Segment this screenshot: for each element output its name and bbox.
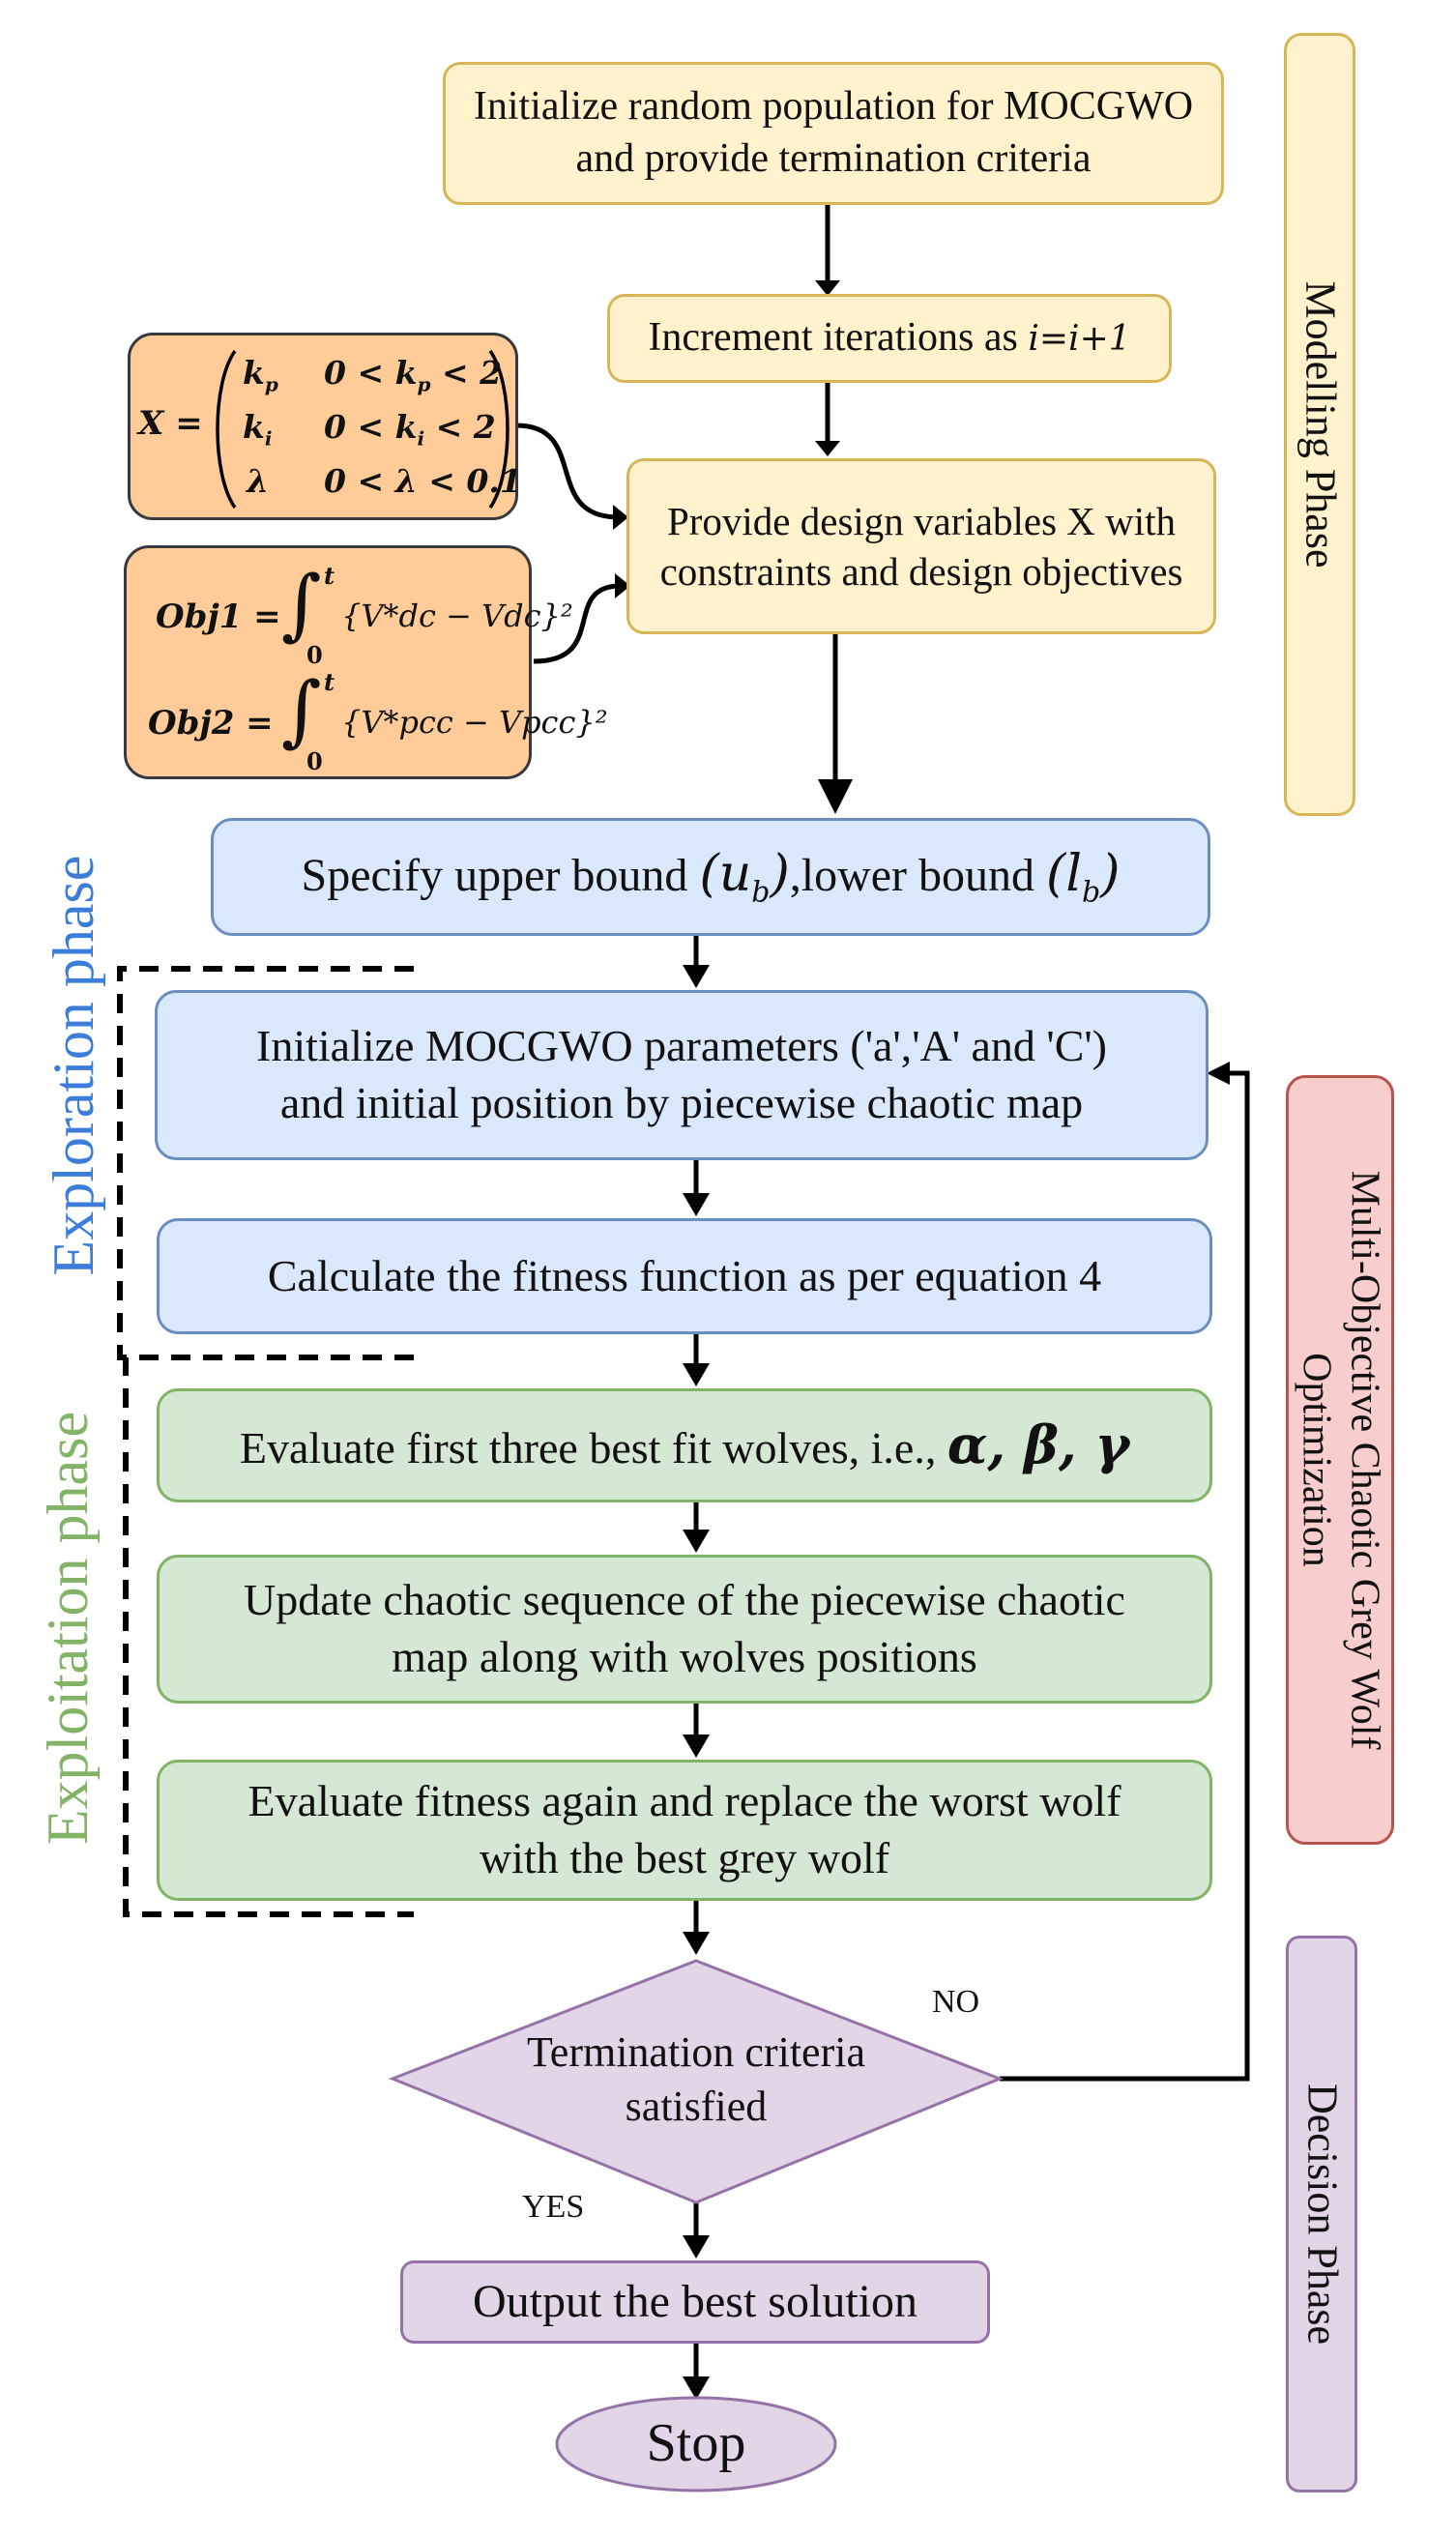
matrix-row-ki: $k_i$: [243, 408, 273, 451]
exploration-phase-label: Exploration phase: [42, 855, 105, 1276]
obj2-body: {V*pcc − Vpcc}²: [341, 704, 608, 741]
increment-formula: i=i+1: [1028, 319, 1131, 360]
lower-bound-symbol: $(l_b)$: [1046, 845, 1121, 910]
matrix-constraint-lambda: 0 < λ < 0.1: [324, 462, 522, 500]
params-step-line-2: and initial position by piecewise chaotic map: [279, 1078, 1084, 1127]
yes-branch-label: YES: [522, 2189, 585, 2225]
modelling-phase-label: Modelling Phase: [1296, 280, 1345, 568]
design-step-line-1: Provide design variables X with: [666, 498, 1177, 543]
no-branch-label: NO: [932, 1984, 980, 2020]
best-wolves-symbols: α, β, γ: [946, 1414, 1130, 1476]
stop-text: Stop: [646, 2413, 746, 2474]
decision-line-2: satisfied: [625, 2083, 768, 2130]
obj1-body: {V*dc − Vdc}²: [341, 598, 573, 634]
decision-phase-label: Decision Phase: [1298, 2083, 1347, 2346]
bounds-mid: ,lower bound: [789, 850, 1047, 902]
stop-label: [557, 2398, 835, 2491]
update-step-line-2: map along with wolves positions: [392, 1632, 977, 1681]
bounds-prefix: Specify upper bound: [301, 850, 700, 902]
update-step: [157, 1555, 1212, 1704]
matrix-constraint-ki: $0 < k_i < 2$: [324, 408, 496, 451]
init-step-line-1: Initialize random population for MOCGWO: [473, 84, 1194, 130]
obj2-lhs: Obj2 =: [148, 704, 274, 743]
obj1-upper-limit: t: [324, 562, 335, 590]
upper-bound-symbol: $(u_b)$: [699, 845, 790, 910]
obj2-lower-limit: 0: [306, 747, 323, 775]
matrix-constraint-kp: $0 < k_p < 2$: [324, 354, 503, 396]
matrix-row-lambda: λ: [247, 462, 270, 500]
init-step: [443, 62, 1224, 205]
objective-functions: [124, 545, 608, 779]
replace-step-line-2: with the best grey wolf: [479, 1833, 890, 1882]
matrix-lhs: X =: [138, 404, 203, 443]
mocgwo-label-line-2: Optimization: [1294, 1353, 1338, 1567]
decision-line-1: Termination criteria: [527, 2027, 865, 2076]
best-wolves-step: [157, 1388, 1212, 1502]
output-step: [400, 2260, 990, 2344]
best-wolves-text: Evaluate first three best fit wolves, i.e.,: [239, 1423, 947, 1473]
params-step: [155, 990, 1208, 1160]
decision-phase-panel: [1286, 1936, 1357, 2492]
obj2-integral: ∫: [281, 665, 322, 755]
fitness-step: [157, 1218, 1212, 1334]
params-step-line-1: Initialize MOCGWO parameters ('a','A' and 'C'): [256, 1021, 1107, 1071]
decision-label: [454, 2019, 938, 2141]
exploitation-phase-label: Exploitation phase: [36, 1411, 100, 1846]
mocgwo-phase-panel: [1286, 1075, 1394, 1845]
obj1-lhs: Obj1 =: [156, 598, 281, 636]
design-variables-step: [626, 458, 1216, 634]
replace-step-line-1: Evaluate fitness again and replace the worst wolf: [248, 1776, 1121, 1826]
output-step-text: Output the best solution: [473, 2276, 917, 2328]
update-step-line-1: Update chaotic sequence of the piecewise chaotic: [244, 1575, 1125, 1625]
matrix-row-kp: $k_p$: [243, 354, 278, 396]
fitness-step-text: Calculate the fitness function as per equation 4: [267, 1250, 1102, 1300]
init-step-line-2: and provide termination criteria: [575, 136, 1092, 181]
obj2-upper-limit: t: [324, 668, 335, 696]
increment-step: [607, 294, 1172, 383]
arrow-matrix-to-design: [516, 425, 619, 517]
mocgwo-phase-label: [1292, 1171, 1389, 1750]
bounds-step: [211, 818, 1210, 936]
mocgwo-label-line-1: Multi-Objective Chaotic Grey Wolf: [1342, 1170, 1387, 1750]
increment-step-text: Increment iterations as: [648, 315, 1029, 361]
replace-step: [157, 1760, 1212, 1901]
obj1-lower-limit: 0: [306, 641, 323, 669]
obj1-integral: ∫: [281, 559, 322, 649]
design-variable-matrix: [128, 333, 522, 520]
modelling-phase-panel: [1284, 33, 1355, 816]
design-step-line-2: constraints and design objectives: [659, 549, 1183, 594]
